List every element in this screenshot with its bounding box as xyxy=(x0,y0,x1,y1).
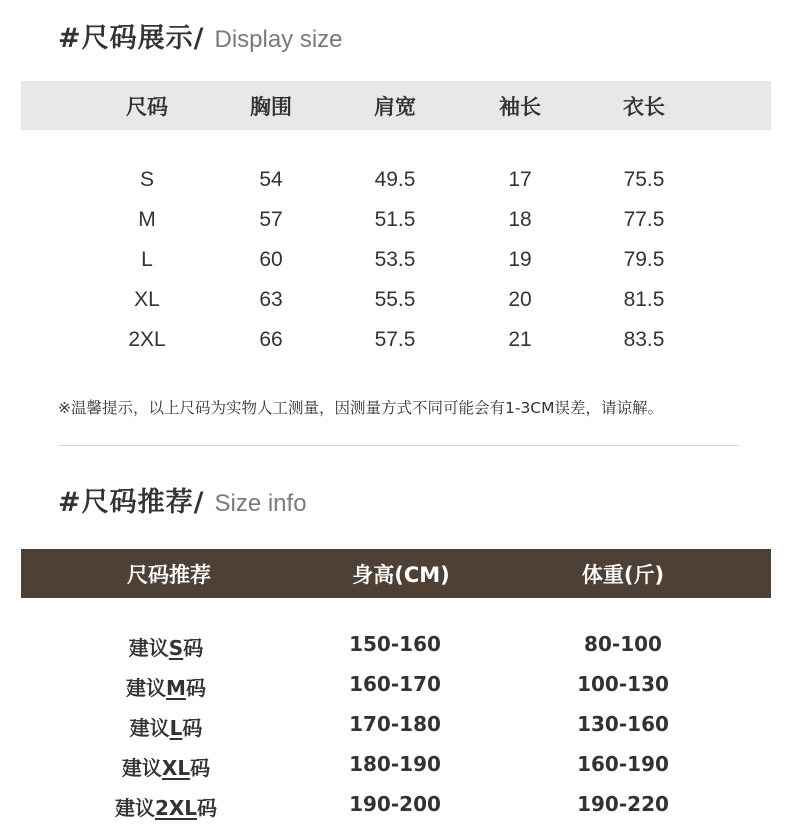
display-size-title xyxy=(58,16,343,55)
cell-chest: 54 xyxy=(259,168,283,191)
header-size: 尺码 xyxy=(126,94,168,119)
cell-length: 81.5 xyxy=(623,288,665,311)
cell-recommend: 建议M码 xyxy=(126,676,206,700)
cell-shoulder: 57.5 xyxy=(374,328,416,351)
size-info-header xyxy=(21,549,771,598)
table-row xyxy=(0,664,790,704)
cell-length: 79.5 xyxy=(623,248,665,271)
cell-sleeve: 20 xyxy=(508,288,532,311)
cell-sleeve: 17 xyxy=(508,168,532,191)
cell-shoulder: 55.5 xyxy=(374,288,416,311)
header-sleeve: 袖长 xyxy=(499,94,541,119)
section-divider xyxy=(58,445,738,446)
size-info-title xyxy=(58,480,307,519)
display-size-header xyxy=(21,81,771,130)
table-row xyxy=(0,624,790,664)
table-row xyxy=(0,744,790,784)
cell-chest: 57 xyxy=(259,208,283,231)
table-row xyxy=(0,280,790,320)
measurement-note: ※温馨提示，以上尺码为实物人工测量，因测量方式不同可能会有1-3CM误差，请谅解。 xyxy=(58,399,664,417)
cell-size: L xyxy=(141,248,153,271)
cell-height: 150-160 xyxy=(349,632,441,656)
cell-weight: 130-160 xyxy=(577,712,669,736)
cell-shoulder: 53.5 xyxy=(374,248,416,271)
table-row xyxy=(0,320,790,360)
table-row xyxy=(0,200,790,240)
cell-chest: 60 xyxy=(259,248,283,271)
cell-size: XL xyxy=(134,288,160,311)
cell-sleeve: 18 xyxy=(508,208,532,231)
cell-chest: 66 xyxy=(259,328,283,351)
table-row xyxy=(0,160,790,200)
header-chest: 胸围 xyxy=(250,94,292,119)
cell-size: M xyxy=(138,208,156,231)
size-info-title-en: Size info xyxy=(214,490,307,517)
cell-height: 190-200 xyxy=(349,792,441,816)
cell-recommend: 建议XL码 xyxy=(121,756,211,780)
cell-shoulder: 51.5 xyxy=(374,208,416,231)
header-height: 身高(CM) xyxy=(352,562,450,587)
cell-weight: 190-220 xyxy=(577,792,669,816)
cell-height: 170-180 xyxy=(349,712,441,736)
cell-recommend: 建议2XL码 xyxy=(114,796,218,820)
cell-weight: 100-130 xyxy=(577,672,669,696)
cell-height: 180-190 xyxy=(349,752,441,776)
display-size-title-en: Display size xyxy=(214,26,343,53)
cell-recommend: 建议L码 xyxy=(129,716,203,740)
cell-length: 77.5 xyxy=(623,208,665,231)
display-size-title-cn: #尺码展示/ xyxy=(58,23,205,54)
table-row xyxy=(0,240,790,280)
header-length: 衣长 xyxy=(623,94,665,119)
header-shoulder: 肩宽 xyxy=(374,94,416,119)
cell-height: 160-170 xyxy=(349,672,441,696)
header-recommend: 尺码推荐 xyxy=(127,562,211,587)
table-row xyxy=(0,704,790,744)
table-row xyxy=(0,784,790,824)
size-info-title-cn: #尺码推荐/ xyxy=(58,487,205,518)
cell-weight: 80-100 xyxy=(584,632,662,656)
cell-size: S xyxy=(139,168,155,191)
cell-chest: 63 xyxy=(259,288,283,311)
cell-recommend: 建议S码 xyxy=(128,636,204,660)
cell-weight: 160-190 xyxy=(577,752,669,776)
header-weight: 体重(斤) xyxy=(581,562,665,587)
cell-sleeve: 19 xyxy=(508,248,532,271)
cell-length: 83.5 xyxy=(623,328,665,351)
cell-length: 75.5 xyxy=(623,168,665,191)
cell-size: 2XL xyxy=(128,328,166,351)
cell-shoulder: 49.5 xyxy=(374,168,416,191)
cell-sleeve: 21 xyxy=(508,328,532,351)
